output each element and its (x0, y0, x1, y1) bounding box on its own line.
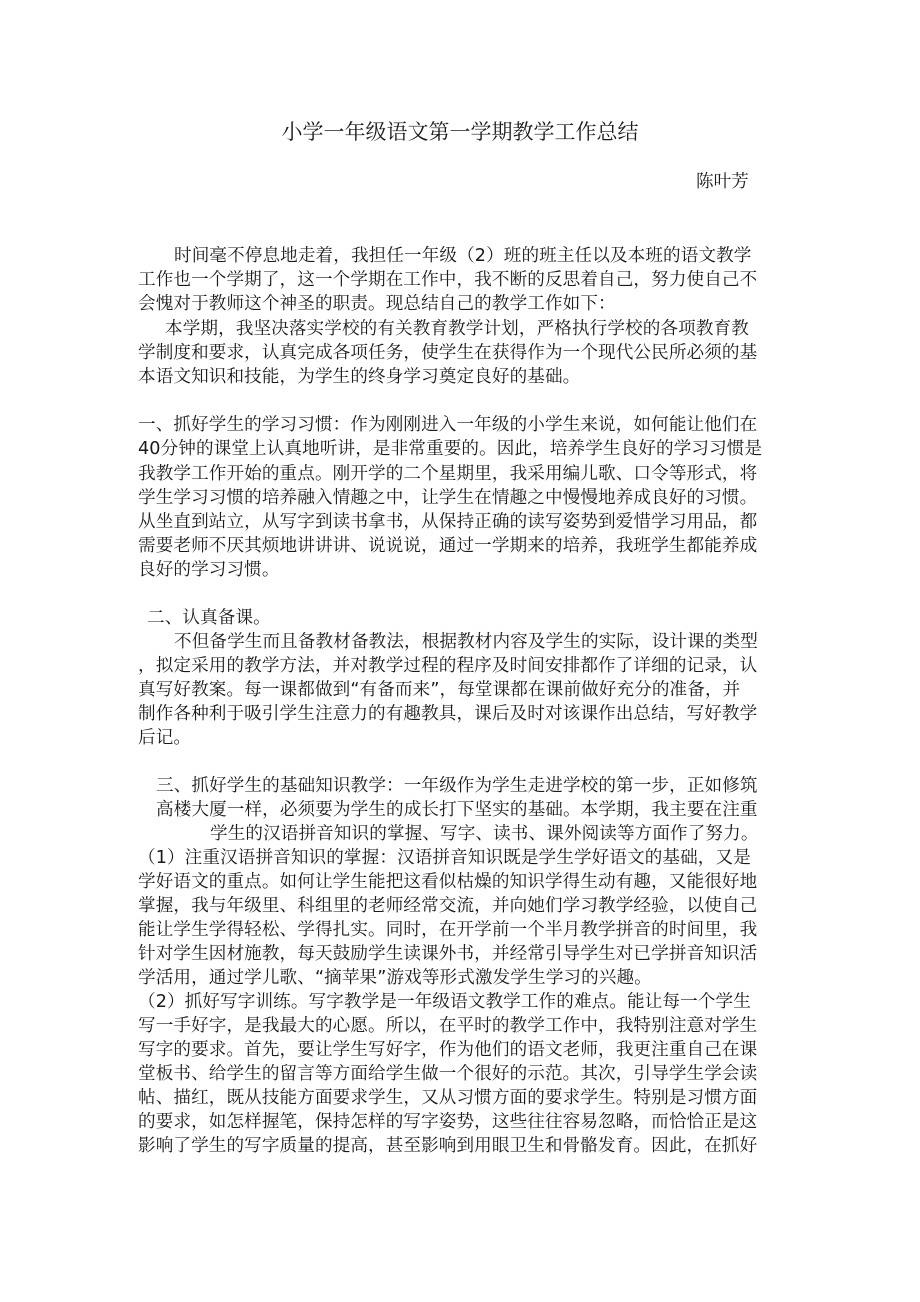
text-line: 学好语文的重点。如何让学生能把这看似枯燥的知识学得生动有趣，又能很好地 (138, 872, 758, 892)
text-line: 的要求，如怎样握笔，保持怎样的写字姿势，这些往往容易忽略，而恰恰正是这 (138, 1112, 758, 1132)
text-line: 真写好教案。每一课都做到“有备而来”，每堂课都在课前做好充分的准备，并 (138, 680, 741, 700)
text-line: 学生学习习惯的培养融入情趣之中，让学生在情趣之中慢慢地养成良好的习惯。 (138, 488, 758, 508)
text-line: 良好的学习习惯。 (138, 560, 280, 580)
text-line: 需要老师不厌其烦地讲讲讲、说说说，通过一学期来的培养，我班学生都能养成 (138, 536, 758, 556)
section-heading-line: 三、抓好学生的基础知识教学：一年级作为学生走进学校的第一步，正如修筑 (156, 776, 758, 796)
text-line: 写字的要求。首先，要让学生写好字，作为他们的语文老师，我更注重自己在课 (138, 1040, 758, 1060)
text-line: 制作各种利于吸引学生注意力的有趣教具，课后及时对该课作出总结，写好教学 (138, 704, 758, 724)
text-line: 能让学生学得轻松、学得扎实。同时，在开学前一个半月教学拼音的时间里，我 (138, 920, 758, 940)
text-line: 不但备学生而且备教材备教法，根据教材内容及学生的实际，设计课的类型 (174, 632, 758, 652)
text-line: 会愧对于教师这个神圣的职责。现总结自己的教学工作如下： (138, 294, 616, 314)
text-line: 帖、描红，既从技能方面要求学生，又从习惯方面的要求学生。特别是习惯方面 (138, 1088, 758, 1108)
text-line: 学生的汉语拼音知识的掌握、写字、读书、课外阅读等方面作了努力。 (210, 824, 759, 844)
section-heading: 二、认真备课。 (147, 608, 271, 628)
text-line: 时间毫不停息地走着，我担任一年级（2）班的班主任以及本班的语文教学 (174, 246, 752, 266)
text-line: 掌握，我与年级里、科组里的老师经常交流，并向她们学习教学经验，以使自己 (138, 896, 758, 916)
text-line: 堂板书、给学生的留言等方面给学生做一个很好的示范。其次，引导学生学会读 (138, 1064, 758, 1084)
text-line: 40分钟的课堂上认真地听讲，是非常重要的。因此，培养学生良好的学习习惯是 (138, 439, 763, 459)
text-line: ，拟定采用的教学方法，并对教学过程的程序及时间安排都作了详细的记录，认 (138, 656, 758, 676)
text-line: 高楼大厦一样，必须要为学生的成长打下坚实的基础。本学期，我主要在注重 (156, 800, 758, 820)
text-line: （2）抓好写字训练。写字教学是一年级语文教学工作的难点。能让每一个学生 (138, 992, 751, 1012)
document-title: 小学一年级语文第一学期教学工作总结 (281, 120, 639, 144)
text-line: 本学期，我坚决落实学校的有关教育教学计划，严格执行学校的各项教育教 (165, 319, 749, 339)
text-line: 影响了学生的写字质量的提高，甚至影响到用眼卫生和骨骼发育。因此，在抓好 (138, 1136, 758, 1156)
text-line: 从坐直到站立，从写字到读书拿书，从保持正确的读写姿势到爱惜学习用品，都 (138, 512, 758, 532)
author-name: 陈叶芳 (696, 172, 749, 192)
text-line: 针对学生因材施教，每天鼓励学生读课外书，并经常引导学生对已学拼音知识活 (138, 944, 758, 964)
text-line: 后记。 (138, 728, 192, 748)
text-line: 学活用，通过学儿歌、“摘苹果”游戏等形式激发学生学习的兴趣。 (138, 968, 652, 988)
text-line: 工作也一个学期了，这一个学期在工作中，我不断的反思着自己，努力使自己不 (138, 270, 758, 290)
text-line: 本语文知识和技能，为学生的终身学习奠定良好的基础。 (138, 367, 581, 387)
text-line: 学制度和要求，认真完成各项任务，使学生在获得作为一个现代公民所必须的基 (138, 343, 758, 363)
text-line: 我教学工作开始的重点。刚开学的二个星期里，我采用编儿歌、口令等形式，将 (138, 464, 758, 484)
text-line: （1）注重汉语拼音知识的掌握：汉语拼音知识既是学生学好语文的基础，又是 (138, 848, 751, 868)
text-line: 写一手好字，是我最大的心愿。所以，在平时的教学工作中，我特别注意对学生 (138, 1016, 758, 1036)
section-heading-line: 一、抓好学生的学习习惯：作为刚刚进入一年级的小学生来说，如何能让他们在 (138, 415, 758, 435)
